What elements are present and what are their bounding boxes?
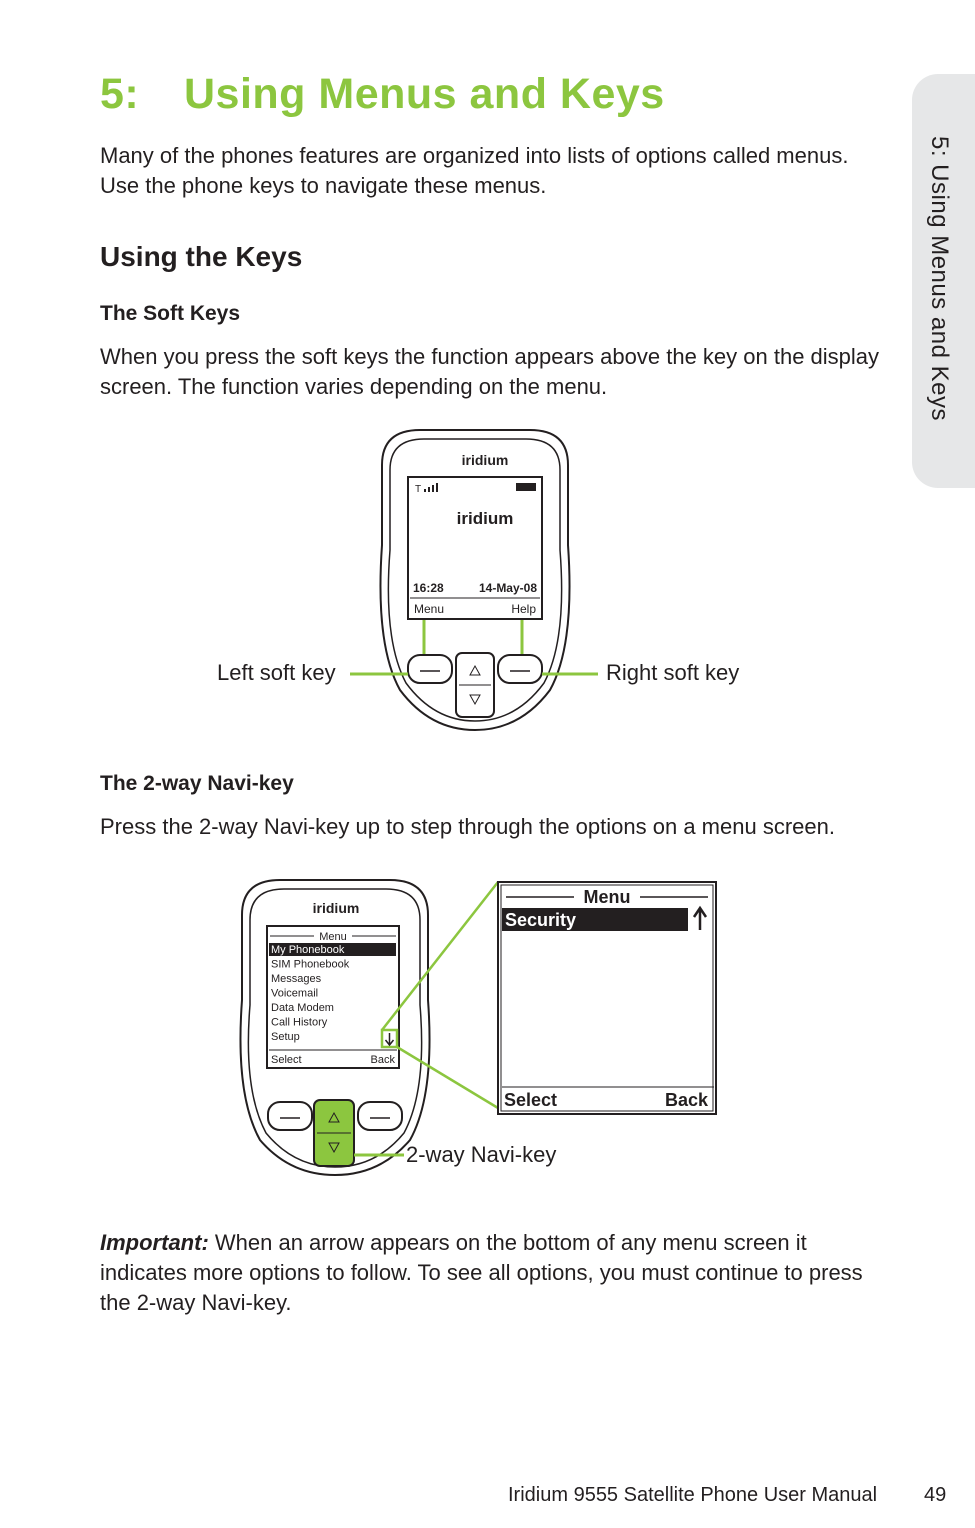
small-select-label: Select (271, 1054, 302, 1066)
phone-brand-logo: iridium (461, 452, 509, 468)
page-number: 49 (924, 1484, 947, 1506)
section-title: Using the Keys (100, 241, 303, 272)
small-menu-item[interactable]: Voicemail (271, 987, 319, 1000)
small-menu-item[interactable]: Setup (271, 1031, 300, 1043)
left-soft-key[interactable] (408, 655, 452, 683)
zoomed-menu-title: Menu (583, 887, 631, 907)
screen-brand-logo: iridium (456, 509, 514, 528)
zoomed-select-label: Select (504, 1090, 558, 1110)
small-back-label: Back (370, 1054, 395, 1066)
soft-keys-heading: The Soft Keys (100, 302, 241, 325)
chapter-title (100, 70, 665, 119)
left-soft-label: Menu (414, 602, 445, 616)
small-menu-item[interactable]: Data Modem (271, 1002, 334, 1014)
soft-keys-paragraph: When you press the soft keys the function appears above the key on the display screen. The function varies depending on the menu. (100, 344, 880, 399)
intro-paragraph: Many of the phones features are organized into lists of options called menus. Use the phone keys to navigate these menus. (100, 143, 849, 198)
small-menu-item[interactable]: Messages (271, 973, 322, 985)
side-tab-label: 5: Using Menus and Keys (926, 136, 953, 421)
important-label: Important: (100, 1230, 209, 1255)
right-soft-key-callout: Right soft key (606, 660, 740, 685)
small-menu-item[interactable]: Call History (271, 1016, 328, 1029)
clock-time: 16:28 (413, 581, 444, 595)
small-menu-item[interactable]: SIM Phonebook (271, 958, 350, 971)
navi-key-paragraph: Press the 2-way Navi-key up to step through the options on a menu screen. (100, 814, 835, 839)
signal-indicator: T (415, 484, 422, 495)
battery-icon (516, 483, 536, 491)
zoomed-back-label: Back (664, 1090, 708, 1110)
zoomed-menu-item[interactable]: Security (505, 910, 577, 930)
right-soft-key[interactable] (498, 655, 542, 683)
phone2-brand-logo: iridium (312, 900, 360, 916)
phone2-right-soft-key[interactable] (358, 1102, 402, 1130)
soft-keys-figure (200, 425, 760, 735)
important-note (100, 1228, 880, 1318)
small-menu-title: Menu (319, 931, 347, 943)
chapter-name: Using Menus and Keys (184, 70, 665, 118)
navi-key-callout: 2-way Navi-key (406, 1142, 557, 1167)
chapter-number: 5: (100, 70, 140, 118)
phone2-left-soft-key[interactable] (268, 1102, 312, 1130)
small-menu-item[interactable]: My Phonebook (271, 944, 345, 956)
left-soft-key-callout: Left soft key (217, 660, 336, 685)
clock-date: 14-May-08 (478, 581, 537, 595)
important-text: When an arrow appears on the bottom of any menu screen it indicates more options to follow. To see all options, you must continue to press the 2-way Navi-key. (100, 1230, 863, 1315)
right-soft-label: Help (511, 602, 536, 616)
navi-key-heading: The 2-way Navi-key (100, 772, 294, 795)
footer-manual-title: Iridium 9555 Satellite Phone User Manual (508, 1484, 878, 1506)
navi-key-figure (200, 870, 740, 1180)
